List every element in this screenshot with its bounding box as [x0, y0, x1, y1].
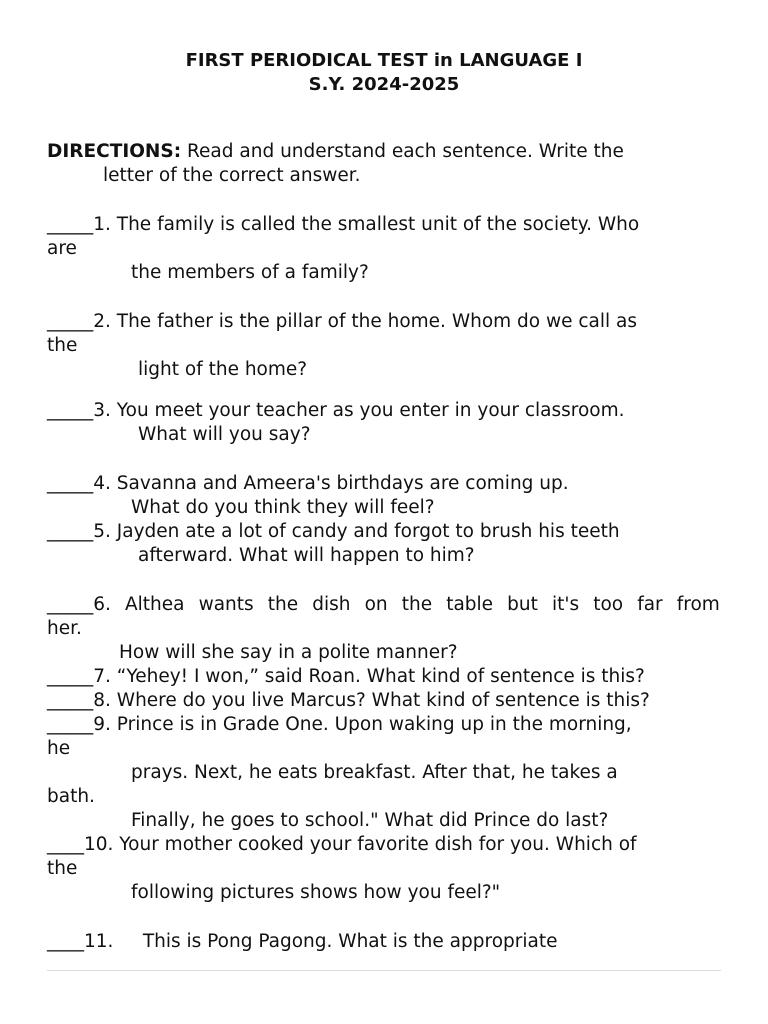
question-6-word: too: [593, 594, 624, 615]
question-6-word: _____6.: [47, 594, 111, 615]
question-6-word: it's: [551, 594, 580, 615]
test-title: FIRST PERIODICAL TEST in LANGUAGE I: [185, 50, 583, 71]
question-2: _____2. The father is the pillar of the home. Whom do we call as: [47, 311, 638, 332]
question-6-wrap: her.: [47, 618, 82, 639]
directions-label: DIRECTIONS:: [47, 141, 182, 162]
question-6: [47, 593, 720, 617]
question-5: _____5. Jayden ate a lot of candy and forgot to brush his teeth: [47, 521, 620, 542]
directions-text-cont: letter of the correct answer.: [103, 165, 361, 186]
school-year: S.Y. 2024-2025: [308, 74, 460, 95]
question-10-wrap: the: [47, 858, 78, 879]
question-10-cont: following pictures shows how you feel?": [131, 882, 501, 903]
question-9-wrap: he: [47, 738, 71, 759]
question-3: _____3. You meet your teacher as you enter in your classroom.: [47, 400, 625, 421]
question-2-wrap: the: [47, 335, 78, 356]
question-2-cont: light of the home?: [138, 359, 308, 380]
question-6-word: wants: [198, 594, 254, 615]
question-6-word: the: [267, 594, 299, 615]
question-4-cont: What do you think they will feel?: [131, 497, 435, 518]
question-8: _____8. Where do you live Marcus? What kind of sentence is this?: [47, 690, 650, 711]
question-1: _____1. The family is called the smallest unit of the society. Who: [47, 214, 640, 235]
question-11: ____11. This is Pong Pagong. What is the appropriate: [47, 931, 558, 952]
question-1-cont: the members of a family?: [131, 262, 369, 283]
question-6-word: from: [676, 594, 720, 615]
question-5-cont: afterward. What will happen to him?: [138, 545, 475, 566]
question-6-word: Althea: [125, 594, 185, 615]
question-9-wrap-2: bath.: [47, 786, 95, 807]
directions-line: [47, 140, 624, 164]
question-6-word: table: [446, 594, 494, 615]
question-6-word: on: [364, 594, 388, 615]
question-6-cont: How will she say in a polite manner?: [119, 642, 458, 663]
directions-text: Read and understand each sentence. Write the: [181, 141, 624, 162]
question-3-cont: What will you say?: [138, 424, 311, 445]
question-7: _____7. “Yehey! I won,” said Roan. What kind of sentence is this?: [47, 666, 645, 687]
question-6-word: dish: [312, 594, 351, 615]
question-9-cont: prays. Next, he eats breakfast. After that, he takes a: [131, 762, 618, 783]
page-divider: [47, 970, 721, 971]
question-10: ____10. Your mother cooked your favorite dish for you. Which of: [47, 834, 637, 855]
question-9: _____9. Prince is in Grade One. Upon waking up in the morning,: [47, 714, 632, 735]
question-6-word: but: [507, 594, 538, 615]
question-6-word: far: [637, 594, 663, 615]
question-9-cont-2: Finally, he goes to school." What did Prince do last?: [131, 810, 609, 831]
question-1-wrap: are: [47, 238, 77, 259]
question-6-word: the: [401, 594, 433, 615]
question-4: _____4. Savanna and Ameera's birthdays are coming up.: [47, 473, 569, 494]
